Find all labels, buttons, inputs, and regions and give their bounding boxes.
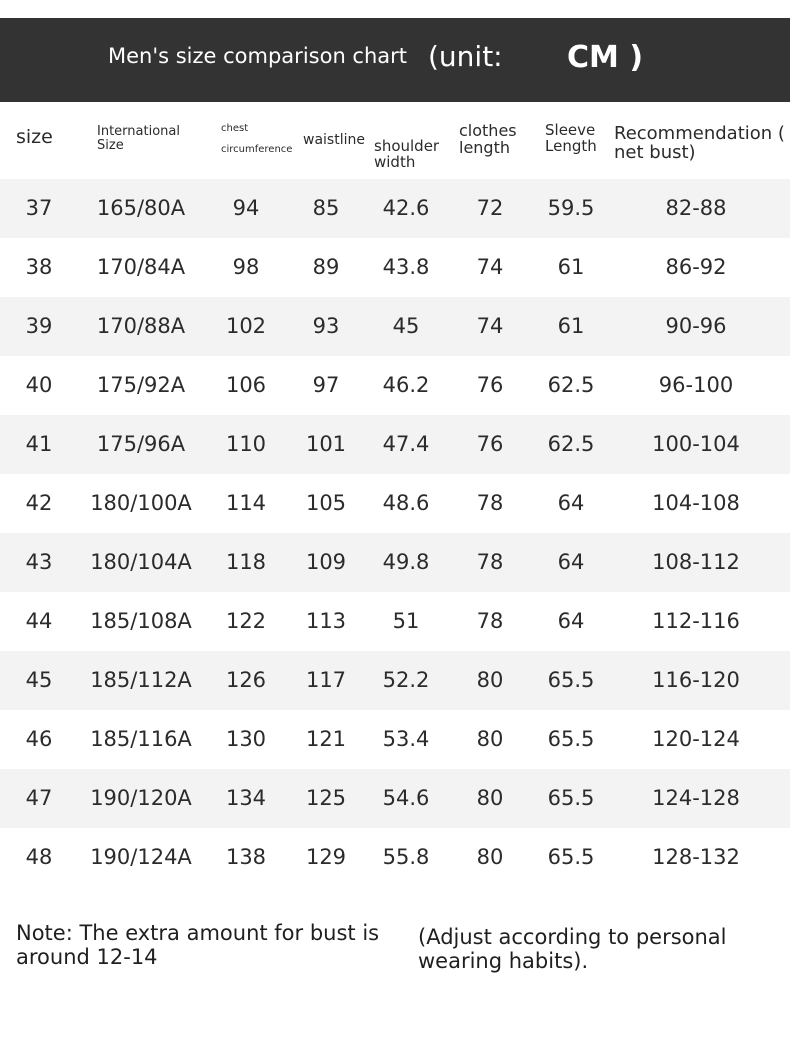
cell-shoulder-width: 42.6	[382, 196, 430, 220]
cell-waistline: 89	[312, 255, 340, 279]
table-row	[0, 769, 790, 828]
cell-international-size: 180/100A	[90, 491, 192, 515]
header-chest-circumference: circumference	[221, 144, 293, 155]
cell-chest: 122	[225, 609, 267, 633]
cell-international-size: 185/108A	[90, 609, 192, 633]
cell-clothes-length: 74	[476, 314, 504, 338]
cell-size: 37	[25, 196, 53, 220]
cell-shoulder-width: 54.6	[382, 786, 430, 810]
cell-waistline: 105	[305, 491, 347, 515]
table-row	[0, 356, 790, 415]
cell-clothes-length: 80	[476, 845, 504, 869]
cell-sleeve-length: 65.5	[547, 727, 595, 751]
cell-clothes-length: 76	[476, 373, 504, 397]
note-adjust-habits: (Adjust according to personal wearing habits).	[418, 925, 727, 973]
cell-clothes-length: 74	[476, 255, 504, 279]
note-bust-allowance: Note: The extra amount for bust is around 12-14	[16, 921, 380, 969]
cell-recommendation: 108-112	[652, 550, 740, 574]
cell-clothes-length: 76	[476, 432, 504, 456]
cell-sleeve-length: 65.5	[547, 845, 595, 869]
cell-chest: 102	[225, 314, 267, 338]
unit-value: CM )	[567, 40, 644, 75]
cell-chest: 134	[225, 786, 267, 810]
cell-waistline: 125	[305, 786, 347, 810]
cell-international-size: 170/84A	[96, 255, 186, 279]
table-row	[0, 651, 790, 710]
cell-recommendation: 116-120	[652, 668, 740, 692]
header-sleeve-length: Sleeve Length	[545, 121, 597, 155]
table-row	[0, 415, 790, 474]
cell-size: 42	[25, 491, 53, 515]
cell-size: 38	[25, 255, 53, 279]
cell-clothes-length: 78	[476, 550, 504, 574]
cell-shoulder-width: 55.8	[382, 845, 430, 869]
cell-size: 40	[25, 373, 53, 397]
size-table-body	[0, 179, 790, 887]
cell-recommendation: 86-92	[665, 255, 727, 279]
cell-chest: 114	[225, 491, 267, 515]
cell-chest: 138	[225, 845, 267, 869]
header-recommendation: Recommendation ( net bust)	[614, 123, 785, 163]
cell-shoulder-width: 46.2	[382, 373, 430, 397]
cell-shoulder-width: 51	[392, 609, 420, 633]
cell-sleeve-length: 61	[557, 314, 585, 338]
cell-waistline: 117	[305, 668, 347, 692]
header-international-size: International Size	[97, 124, 180, 154]
cell-waistline: 109	[305, 550, 347, 574]
cell-international-size: 185/112A	[90, 668, 192, 692]
cell-sleeve-length: 64	[557, 609, 585, 633]
cell-recommendation: 128-132	[652, 845, 740, 869]
cell-size: 43	[25, 550, 53, 574]
table-row	[0, 710, 790, 769]
header-size: size	[16, 126, 53, 148]
cell-waistline: 85	[312, 196, 340, 220]
table-row	[0, 297, 790, 356]
cell-shoulder-width: 53.4	[382, 727, 430, 751]
table-row	[0, 179, 790, 238]
cell-sleeve-length: 65.5	[547, 786, 595, 810]
cell-chest: 130	[225, 727, 267, 751]
cell-international-size: 175/92A	[96, 373, 186, 397]
cell-shoulder-width: 48.6	[382, 491, 430, 515]
unit-label: (unit:	[428, 40, 503, 73]
title-banner	[0, 18, 790, 102]
table-row	[0, 474, 790, 533]
cell-sleeve-length: 62.5	[547, 432, 595, 456]
cell-sleeve-length: 61	[557, 255, 585, 279]
cell-chest: 94	[232, 196, 260, 220]
header-clothes-length: clothes length	[459, 121, 517, 157]
header-shoulder-width: shoulder width	[374, 137, 440, 171]
cell-clothes-length: 78	[476, 491, 504, 515]
cell-shoulder-width: 49.8	[382, 550, 430, 574]
header-chest: chest	[221, 123, 249, 134]
cell-recommendation: 100-104	[652, 432, 740, 456]
cell-sleeve-length: 62.5	[547, 373, 595, 397]
cell-shoulder-width: 47.4	[382, 432, 430, 456]
cell-recommendation: 104-108	[652, 491, 740, 515]
cell-size: 48	[25, 845, 53, 869]
cell-shoulder-width: 43.8	[382, 255, 430, 279]
cell-size: 39	[25, 314, 53, 338]
cell-sleeve-length: 64	[557, 491, 585, 515]
cell-shoulder-width: 52.2	[382, 668, 430, 692]
cell-waistline: 129	[305, 845, 347, 869]
cell-clothes-length: 78	[476, 609, 504, 633]
cell-waistline: 97	[312, 373, 340, 397]
cell-chest: 126	[225, 668, 267, 692]
cell-waistline: 113	[305, 609, 347, 633]
cell-recommendation: 90-96	[665, 314, 727, 338]
cell-recommendation: 124-128	[652, 786, 740, 810]
cell-international-size: 165/80A	[96, 196, 186, 220]
cell-recommendation: 120-124	[652, 727, 740, 751]
cell-chest: 98	[232, 255, 260, 279]
table-row	[0, 592, 790, 651]
table-row	[0, 238, 790, 297]
cell-recommendation: 112-116	[652, 609, 740, 633]
cell-sleeve-length: 65.5	[547, 668, 595, 692]
cell-international-size: 170/88A	[96, 314, 186, 338]
cell-international-size: 190/124A	[90, 845, 192, 869]
cell-size: 44	[25, 609, 53, 633]
cell-shoulder-width: 45	[392, 314, 420, 338]
cell-size: 46	[25, 727, 53, 751]
cell-size: 41	[25, 432, 53, 456]
cell-chest: 106	[225, 373, 267, 397]
cell-sleeve-length: 64	[557, 550, 585, 574]
cell-recommendation: 82-88	[665, 196, 727, 220]
cell-international-size: 180/104A	[90, 550, 192, 574]
cell-clothes-length: 72	[476, 196, 504, 220]
cell-recommendation: 96-100	[658, 373, 734, 397]
cell-waistline: 101	[305, 432, 347, 456]
cell-international-size: 185/116A	[90, 727, 192, 751]
cell-chest: 118	[225, 550, 267, 574]
table-row	[0, 828, 790, 887]
cell-clothes-length: 80	[476, 727, 504, 751]
cell-sleeve-length: 59.5	[547, 196, 595, 220]
cell-international-size: 190/120A	[90, 786, 192, 810]
chart-title: Men's size comparison chart	[108, 44, 408, 68]
cell-chest: 110	[225, 432, 267, 456]
cell-size: 45	[25, 668, 53, 692]
cell-waistline: 121	[305, 727, 347, 751]
cell-clothes-length: 80	[476, 786, 504, 810]
header-waistline: waistline	[303, 132, 365, 148]
cell-international-size: 175/96A	[96, 432, 186, 456]
cell-size: 47	[25, 786, 53, 810]
cell-waistline: 93	[312, 314, 340, 338]
cell-clothes-length: 80	[476, 668, 504, 692]
table-header	[0, 105, 790, 179]
table-row	[0, 533, 790, 592]
